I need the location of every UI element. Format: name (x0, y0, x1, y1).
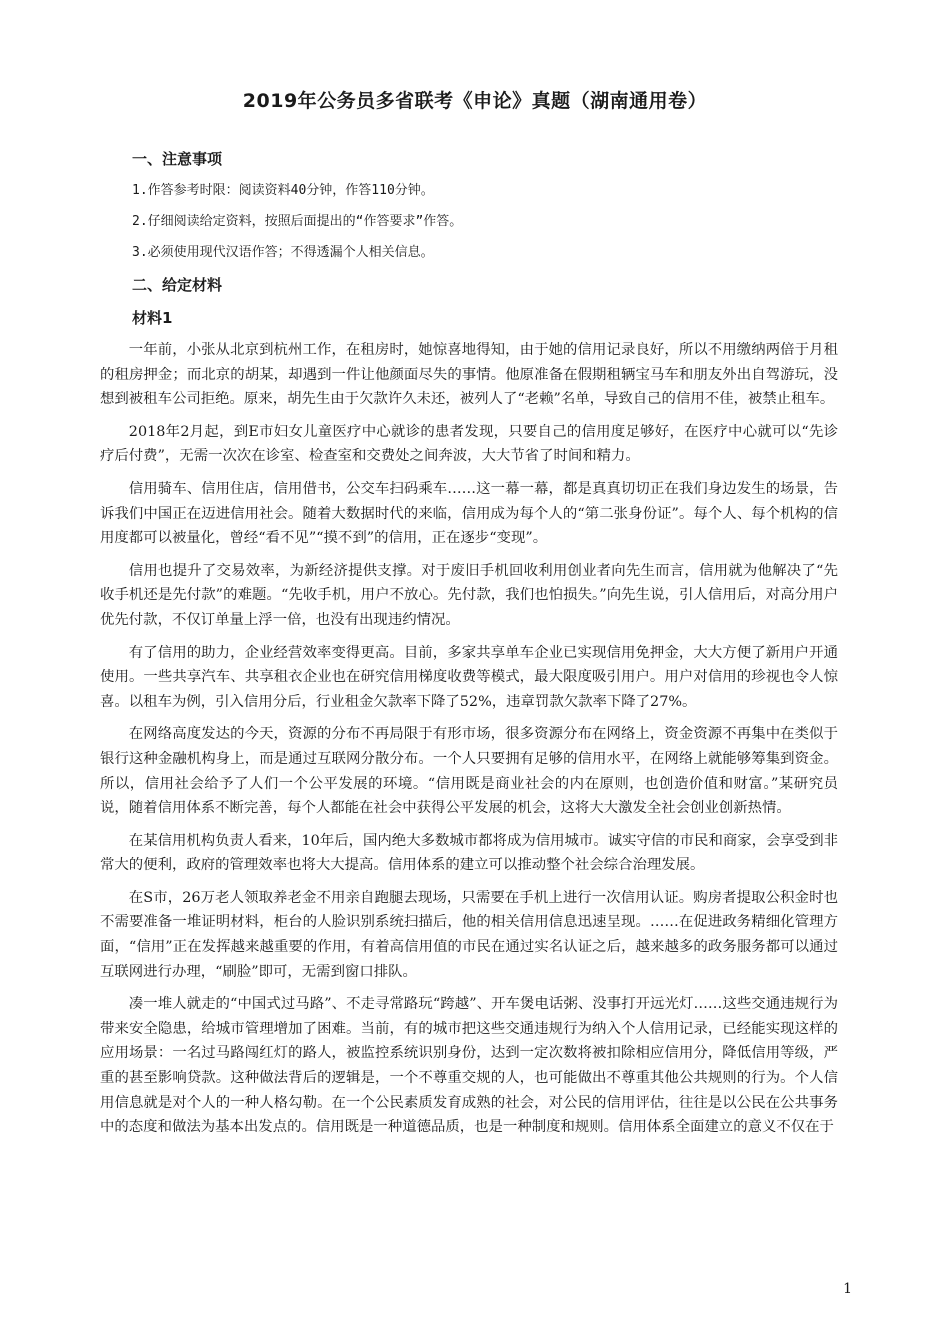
paragraph: 在S市，26万老人领取养老金不用亲自跑腿去现场，只需要在手机上进行一次信用认证。购房者提取公积金时也不需要准备一堆证明材料，柜台的人脸识别系统扫描后，他的相关信用信息迅速呈现。……在促进政务精细化管理方面，“信用”正在发挥越来越重要的作用，有着高信用值的市民在通过实名认证之后，越来越多的政务服务都可以通过互联网进行办理，“刷脸”即可，无需到窗口排队。 (100, 889, 838, 980)
material-label: 材料1 (132, 309, 173, 327)
paragraph: 信用也提升了交易效率，为新经济提供支撑。对于废旧手机回收利用创业者向先生而言，信用就为他解决了“先收手机还是先付款”的难题。“先收手机，用户不放心。先付款，我们也怕损失。”向先生说，引人信用后，对高分用户优先付款，不仅订单量上浮一倍，也没有出现违约情况。 (100, 562, 838, 628)
paragraph: 凑一堆人就走的“中国式过马路”、不走寻常路玩“跨越”、开车煲电话粥、没事打开远光灯……这些交通违规行为带来安全隐患，给城市管理增加了困难。当前，有的城市把这些交通违规行为纳入个人信用记录，已经能实现这样的应用场景：一名过马路闯红灯的路人，被监控系统识别身份，达到一定次数将被扣除相应信用分，降低信用等级，严重的甚至影响贷款。这种做法背后的逻辑是，一个不尊重交规的人，也可能做出不尊重其他公共规则的行为。个人信用信息就是对个人的一种人格勾勒。在一个公民素质发育成熟的社会，对公民的信用评估，往往是以公民在公共事务中的态度和做法为基本出发点的。信用既是一种道德品质，也是一种制度和规则。信用体系全面建立的意义不仅在于 (100, 996, 838, 1136)
paragraph: 有了信用的助力，企业经营效率变得更高。目前，多家共享单车企业已实现信用免押金，大大方便了新用户开通使用。一些共享汽车、共享租衣企业也在研究信用梯度收费等模式，最大限度吸引用户。用户对信用的珍视也令人惊喜。以租车为例，引入信用分后，行业租金欠款率下降了52%，违章罚款欠款率下降了27%。 (100, 644, 838, 710)
note-item: 2.仔细阅读给定资料，按照后面提出的“作答要求”作答。 (132, 214, 463, 229)
document-body (100, 146, 838, 1148)
paragraph: 一年前，小张从北京到杭州工作，在租房时，她惊喜地得知，由于她的信用记录良好，所以不用缴纳两倍于月租的租房押金；而北京的胡某，却遇到一件让他颜面尽失的事情。他原准备在假期租辆宝马车和朋友外出自驾游玩，没想到被租车公司拒绝。原来，胡先生由于欠款许久未还，被列人了“老赖”名单，导致自己的信用不佳，被禁止租车。 (100, 342, 838, 408)
paragraph: 2018年2月起，到E市妇女儿童医疗中心就诊的患者发现，只要自己的信用度足够好，在医疗中心就可以“先诊疗后付费”，无需一次次在诊室、检查室和交费处之间奔波，大大节省了时间和精力。 (100, 423, 838, 465)
paragraph: 在网络高度发达的今天，资源的分布不再局限于有形市场，很多资源分布在网络上，资金资源不再集中在类似于银行这种金融机构身上，而是通过互联网分散分布。一个人只要拥有足够的信用水平，在网络上就能够筹集到资金。所以，信用社会给予了人们一个公平发展的环境。“信用既是商业社会的内在原则，也创造价值和财富。”某研究员说，随着信用体系不断完善，每个人都能在社会中获得公平发展的机会，这将大大激发全社会创业创新热情。 (100, 726, 838, 817)
paragraph: 信用骑车、信用住店，信用借书，公交车扫码乘车……这一幕一幕，都是真真切切正在我们身边发生的场景，告诉我们中国正在迈进信用社会。随着大数据时代的来临，信用成为每个人的“第二张身份证”。每个人、每个机构的信用度都可以被量化，曾经“看不见”“摸不到”的信用，正在逐步“变现”。 (100, 480, 838, 547)
section-heading-materials: 二、给定材料 (132, 276, 223, 294)
paragraph: 在某信用机构负责人看来，10年后，国内绝大多数城市都将成为信用城市。诚实守信的市民和商家，会享受到非常大的便利，政府的管理效率也将大大提高。信用体系的建立可以推动整个社会综合治理发展。 (100, 832, 838, 874)
note-item: 3.必须使用现代汉语作答；不得透漏个人相关信息。 (132, 245, 434, 260)
page-title: 2019年公务员多省联考《申论》真题（湖南通用卷） (242, 90, 708, 112)
page-number: 1 (843, 1281, 852, 1297)
note-item: 1.作答参考时限：阅读资料40分钟，作答110分钟。 (132, 183, 434, 198)
section-heading-notes: 一、注意事项 (132, 150, 223, 168)
